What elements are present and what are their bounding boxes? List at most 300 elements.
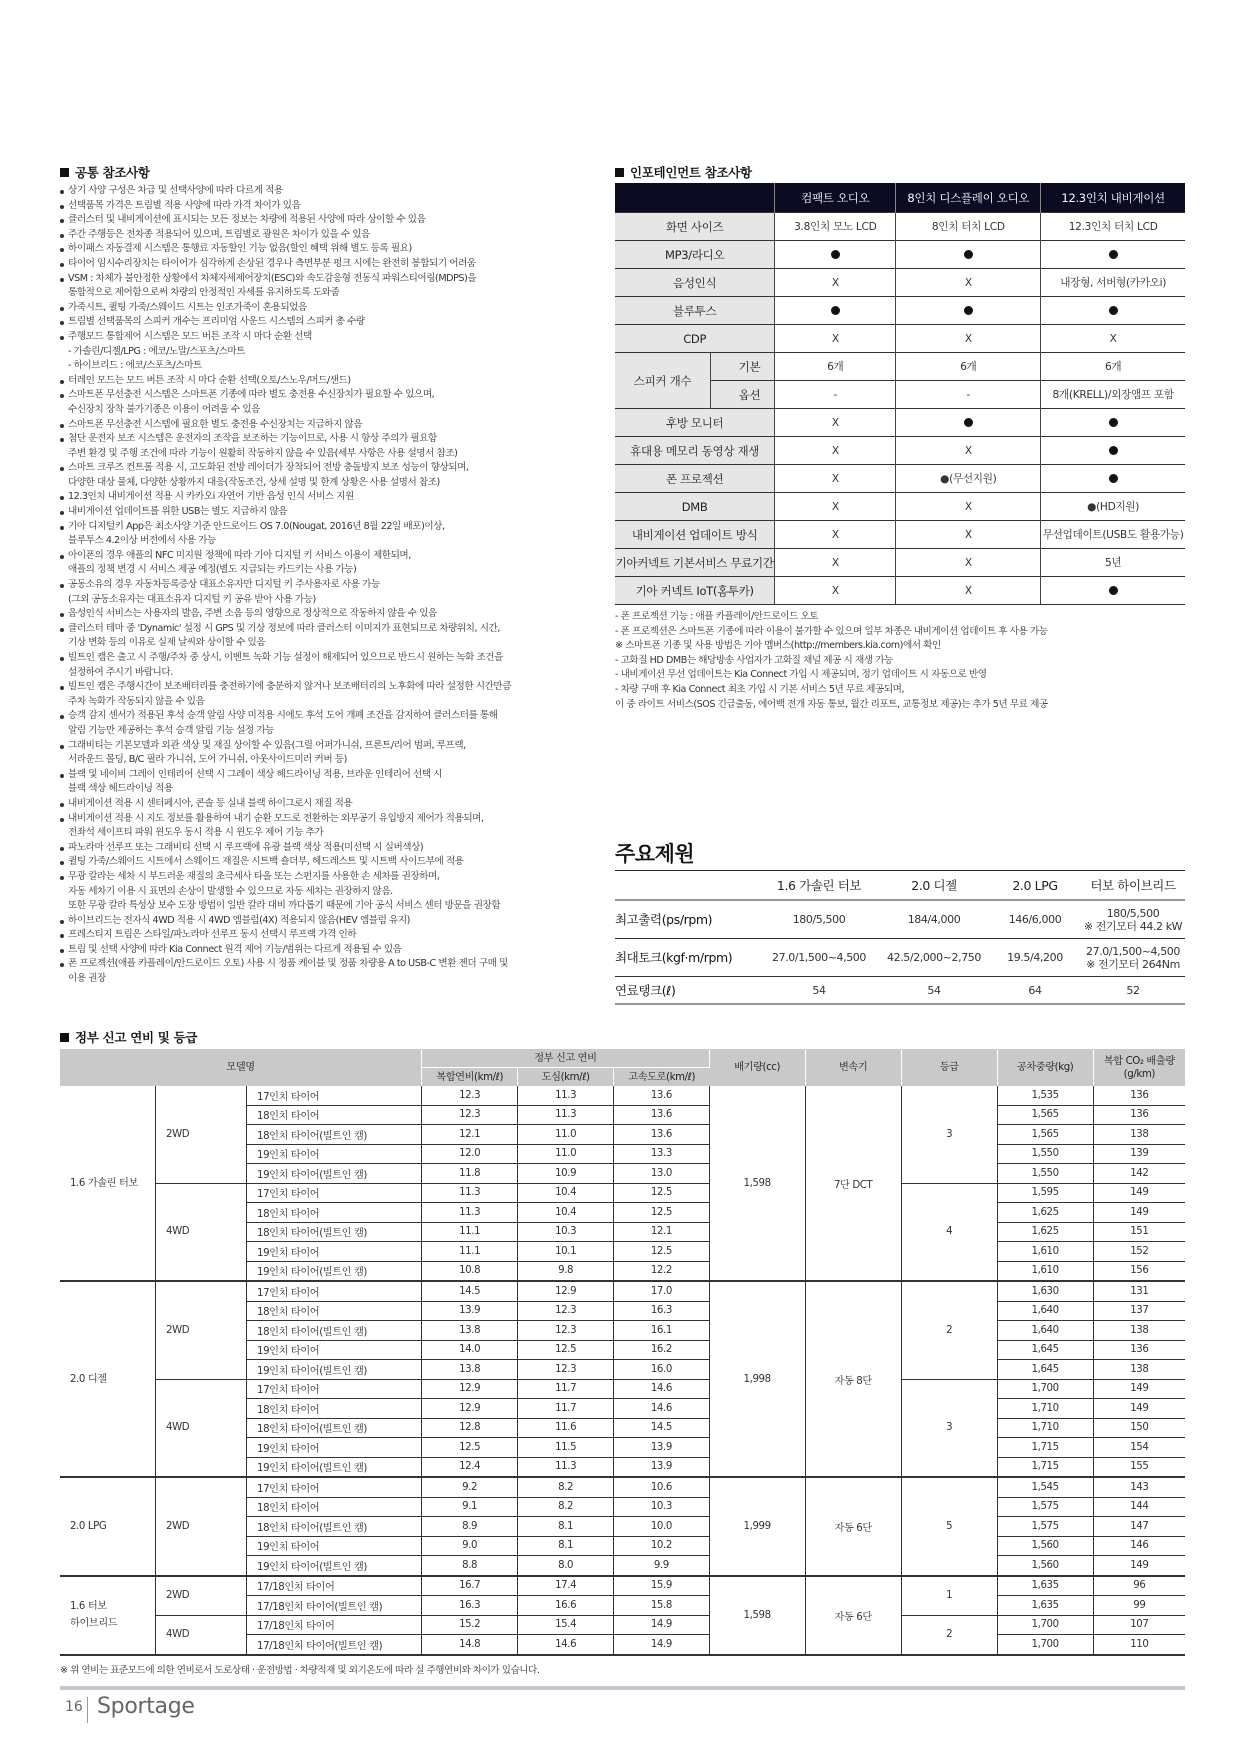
fuel-tire: 18인치 타이어 xyxy=(247,1399,422,1419)
fuel-tire: 17/18인치 타이어(빌트인 캠) xyxy=(247,1596,422,1616)
infotainment-row xyxy=(615,409,1185,437)
specs-row-label: 최대토크(kgf·m/rpm) xyxy=(615,939,759,977)
infotainment-header-row xyxy=(615,183,1185,213)
infotainment-cell: 6개 xyxy=(775,353,896,381)
infotainment-cell xyxy=(775,241,896,269)
infotainment-cell xyxy=(896,241,1041,269)
fuel-grade: 1 xyxy=(901,1576,997,1616)
infotainment-cell xyxy=(896,297,1041,325)
fuel-weight: 1,625 xyxy=(997,1203,1093,1223)
fuel-value: 10.2 xyxy=(614,1536,710,1556)
filled-circle-icon xyxy=(964,250,973,259)
fuel-co2: 149 xyxy=(1093,1203,1185,1223)
fuel-displacement: 1,998 xyxy=(709,1281,805,1477)
infotainment-cell: X xyxy=(896,577,1041,605)
fuel-co2: 96 xyxy=(1093,1576,1185,1596)
fuel-engine: 1.6 가솔린 터보 xyxy=(60,1086,156,1281)
note-item: 빌트인 캠은 출고 시 주행/주차 중 상시, 이벤트 녹화 기능 설정이 해제되어 있으므로 반드시 원하는 녹화 조건을 설정하여 주시기 바랍니다. xyxy=(60,651,605,680)
fuel-value: 11.3 xyxy=(422,1203,518,1223)
fuel-row xyxy=(60,1281,1185,1301)
infotainment-cell: 8개(KRELL)/외장앰프 포함 xyxy=(1041,381,1185,409)
fuel-value: 11.6 xyxy=(518,1418,614,1438)
fuel-header-gov: 정부 신고 연비 xyxy=(422,1049,710,1068)
fuel-grade: 2 xyxy=(901,1615,997,1655)
infotainment-row-label: DMB xyxy=(615,493,775,521)
fuel-weight: 1,635 xyxy=(997,1576,1093,1596)
specs-row-label: 최고출력(ps/rpm) xyxy=(615,900,759,939)
square-bullet-icon xyxy=(615,168,624,177)
fuel-value: 9.2 xyxy=(422,1477,518,1497)
fuel-value: 16.3 xyxy=(614,1301,710,1321)
fuel-weight: 1,550 xyxy=(997,1144,1093,1164)
fuel-header-highway: 고속도로(km/ℓ) xyxy=(614,1068,710,1087)
fuel-value: 12.9 xyxy=(422,1379,518,1399)
specs-col-header: 터보 하이브리드 xyxy=(1081,871,1185,901)
infotainment-cell xyxy=(775,297,896,325)
fuel-engine: 2.0 LPG xyxy=(60,1477,156,1576)
specs-cell: 42.5/2,000~2,750 xyxy=(879,939,989,977)
infotainment-row-label: 내비게이션 업데이트 방식 xyxy=(615,521,775,549)
fuel-value: 16.7 xyxy=(422,1576,518,1596)
footer-separator xyxy=(87,1697,88,1723)
fuel-drive: 2WD xyxy=(156,1281,247,1379)
brand-name: Sportage xyxy=(97,1694,195,1719)
note-item: 공동소유의 경우 자동차등록증상 대표소유자만 디지털 키 주사용자로 사용 가능 (그외 공동소유자는 대표소유자 디지털 키 공유 받아 사용 가능) xyxy=(60,578,605,607)
fuel-tire: 19인치 타이어 xyxy=(247,1340,422,1360)
fuel-co2: 147 xyxy=(1093,1517,1185,1537)
fuel-value: 14.6 xyxy=(518,1635,614,1655)
fuel-weight: 1,700 xyxy=(997,1635,1093,1655)
infotainment-row-sublabel: 옵션 xyxy=(711,381,775,409)
filled-circle-icon xyxy=(1109,250,1118,259)
infotainment-row-label: 기아커넥트 기본서비스 무료기간 xyxy=(615,549,775,577)
fuel-value: 11.5 xyxy=(518,1438,614,1458)
fuel-value: 12.3 xyxy=(518,1360,614,1380)
note-item: 폰 프로젝션(애플 카플레이/안드로이드 오토) 사용 시 정품 케이블 및 정품 차량용 A to USB-C 변환 젠더 구매 및 이용 권장 xyxy=(60,957,605,986)
fuel-displacement: 1,598 xyxy=(709,1576,805,1655)
fuel-co2: 110 xyxy=(1093,1635,1185,1655)
fuel-header-model: 모델명 xyxy=(60,1049,422,1086)
fuel-value: 12.9 xyxy=(422,1399,518,1419)
specs-cell: 52 xyxy=(1081,977,1185,1005)
infotainment-cell xyxy=(1041,241,1185,269)
specs-col-header: 1.6 가솔린 터보 xyxy=(759,871,879,901)
fuel-co2: 138 xyxy=(1093,1321,1185,1341)
fuel-tire: 19인치 타이어(빌트인 캠) xyxy=(247,1164,422,1184)
infotainment-row xyxy=(615,325,1185,353)
fuel-drive: 4WD xyxy=(156,1615,247,1655)
fuel-co2: 144 xyxy=(1093,1497,1185,1517)
fuel-value: 12.0 xyxy=(422,1144,518,1164)
specs-table xyxy=(615,870,1185,1005)
infotainment-row-label: MP3/라디오 xyxy=(615,241,775,269)
infotainment-note: - 폰 프로젝션은 스마트폰 기종에 따라 이용이 불가할 수 있으며 일부 차종은 내비게이션 업데이트 후 사용 가능 ※ 스마트폰 기종 및 사용 방법은 기아 멤버스(http://members.kia.com)에서 확인 xyxy=(615,625,1048,652)
infotainment-col-header: 컴팩트 오디오 xyxy=(775,183,896,213)
fuel-co2: 136 xyxy=(1093,1105,1185,1125)
infotainment-cell: X xyxy=(775,549,896,577)
fuel-grade: 5 xyxy=(901,1477,997,1576)
fuel-grade: 2 xyxy=(901,1281,997,1379)
fuel-header-row xyxy=(60,1049,1185,1068)
note-item: 하이패스 자동결제 시스템은 통행료 자동할인 기능 없음(할인 혜택 위해 별도 등록 필요) xyxy=(60,242,605,257)
fuel-value: 12.1 xyxy=(422,1125,518,1145)
fuel-value: 12.5 xyxy=(614,1183,710,1203)
footer-divider xyxy=(60,1686,1185,1690)
filled-circle-icon xyxy=(964,418,973,427)
fuel-row xyxy=(60,1477,1185,1497)
infotainment-cell: 내장형, 서버형(카카오i) xyxy=(1041,269,1185,297)
specs-cell: 64 xyxy=(989,977,1081,1005)
common-notes-list xyxy=(60,184,605,987)
infotainment-row-label: 기아 커넥트 IoT(홈투카) xyxy=(615,577,775,605)
infotainment-cell: X xyxy=(896,269,1041,297)
specs-row xyxy=(615,939,1185,977)
fuel-value: 13.9 xyxy=(422,1301,518,1321)
infotainment-cell xyxy=(1041,437,1185,465)
fuel-value: 14.0 xyxy=(422,1340,518,1360)
infotainment-corner-header xyxy=(615,183,775,213)
infotainment-row-label: 스피커 개수 xyxy=(615,353,711,409)
fuel-weight: 1,595 xyxy=(997,1183,1093,1203)
fuel-grade: 3 xyxy=(901,1086,997,1183)
infotainment-row-sublabel: 기본 xyxy=(711,353,775,381)
fuel-value: 16.6 xyxy=(518,1596,614,1616)
infotainment-cell: 12.3인치 터치 LCD xyxy=(1041,213,1185,241)
fuel-co2: 143 xyxy=(1093,1477,1185,1497)
fuel-value: 13.9 xyxy=(614,1457,710,1477)
infotainment-cell xyxy=(1041,409,1185,437)
note-item: 상기 사양 구성은 차급 및 선택사양에 따라 다르게 적용 xyxy=(60,184,605,199)
fuel-weight: 1,640 xyxy=(997,1301,1093,1321)
fuel-value: 12.5 xyxy=(518,1340,614,1360)
infotainment-cell: 3.8인치 모노 LCD xyxy=(775,213,896,241)
fuel-transmission: 7단 DCT xyxy=(805,1086,901,1281)
fuel-value: 13.3 xyxy=(614,1144,710,1164)
specs-corner-header xyxy=(615,871,759,901)
fuel-value: 12.3 xyxy=(422,1105,518,1125)
fuel-weight: 1,560 xyxy=(997,1556,1093,1576)
fuel-weight: 1,610 xyxy=(997,1261,1093,1281)
fuel-co2: 149 xyxy=(1093,1379,1185,1399)
filled-circle-icon xyxy=(1109,446,1118,455)
note-item: 내비게이션 업데이트를 위한 USB는 별도 지급하지 않음 xyxy=(60,505,605,520)
fuel-tire: 18인치 타이어(빌트인 캠) xyxy=(247,1125,422,1145)
infotainment-note: - 내비게이션 무선 업데이트는 Kia Connect 가입 시 제공되며, 정기 업데이트 시 자동으로 반영 xyxy=(615,669,987,681)
note-item: 첨단 운전자 보조 시스템은 운전자의 조작을 보조하는 기능이므로, 사용 시 항상 주의가 필요함 주변 환경 및 주행 조건에 따라 기능이 원활히 작동하지 않을 수 있음(세부 사항은 사용 설명서 참조) xyxy=(60,432,605,461)
fuel-footnote: ※ 위 연비는 표준모드에 의한 연비로서 도로상태 · 운전방법 · 차량적재 및 외기온도에 따라 실 주행연비와 차이가 있습니다. xyxy=(60,1665,540,1676)
fuel-weight: 1,700 xyxy=(997,1379,1093,1399)
fuel-value: 8.0 xyxy=(518,1556,614,1576)
infotainment-cell: X xyxy=(775,409,896,437)
fuel-value: 16.0 xyxy=(614,1360,710,1380)
infotainment-row xyxy=(615,269,1185,297)
infotainment-cell xyxy=(1041,577,1185,605)
fuel-value: 11.3 xyxy=(422,1183,518,1203)
fuel-displacement: 1,999 xyxy=(709,1477,805,1576)
fuel-tire: 19인치 타이어 xyxy=(247,1144,422,1164)
infotainment-cell: X xyxy=(896,437,1041,465)
infotainment-note: - 폰 프로젝션 기능 : 애플 카플레이/안드로이드 오토 xyxy=(615,611,819,622)
fuel-value: 10.1 xyxy=(518,1242,614,1262)
infotainment-cell: X xyxy=(775,269,896,297)
specs-col-header: 2.0 LPG xyxy=(989,871,1081,901)
fuel-weight: 1,575 xyxy=(997,1497,1093,1517)
fuel-tire: 17/18인치 타이어 xyxy=(247,1576,422,1596)
fuel-weight: 1,635 xyxy=(997,1596,1093,1616)
fuel-co2: 152 xyxy=(1093,1242,1185,1262)
note-item: 주간 주행등은 전차종 적용되어 있으며, 트림별로 광원은 차이가 있을 수 있음 xyxy=(60,228,605,243)
fuel-value: 8.9 xyxy=(422,1517,518,1537)
note-item: 트림별 선택품목의 스피커 개수는 프리미엄 사운드 시스템의 스피커 총 수량 xyxy=(60,315,605,330)
filled-circle-icon xyxy=(831,250,840,259)
infotainment-table xyxy=(615,183,1185,605)
fuel-value: 10.3 xyxy=(614,1497,710,1517)
fuel-co2: 99 xyxy=(1093,1596,1185,1616)
fuel-value: 16.2 xyxy=(614,1340,710,1360)
fuel-value: 14.5 xyxy=(422,1281,518,1301)
fuel-weight: 1,710 xyxy=(997,1399,1093,1419)
fuel-co2: 107 xyxy=(1093,1615,1185,1635)
fuel-co2: 137 xyxy=(1093,1301,1185,1321)
fuel-value: 8.2 xyxy=(518,1477,614,1497)
note-item: 스마트폰 무선충전 시스템은 스마트폰 기종에 따라 별도 충전용 수신장치가 필요할 수 있으며, 수신장치 장착 불가기종은 이용이 어려울 수 있음 xyxy=(60,388,605,417)
specs-cell: 54 xyxy=(879,977,989,1005)
fuel-co2: 131 xyxy=(1093,1281,1185,1301)
fuel-weight: 1,545 xyxy=(997,1477,1093,1497)
infotainment-cell: 6개 xyxy=(1041,353,1185,381)
infotainment-cell: ●(HD지원) xyxy=(1041,493,1185,521)
fuel-value: 12.3 xyxy=(518,1301,614,1321)
fuel-tire: 17인치 타이어 xyxy=(247,1183,422,1203)
specs-cell: 180/5,500 ※ 전기모터 44.2 kW xyxy=(1081,900,1185,939)
note-item: 무광 칼라는 세차 시 부드러운 재질의 초극세사 타올 또는 스펀지를 사용한 손 세차를 권장하며, 자동 세차기 이용 시 표면의 손상이 발생할 수 있으므로 자동 세차는 권장하지 않음. 또한 무광 칼라 특성상 보수 도장 방법이 일반 칼라 대비 까다롭기 때문에 기아 공식 서비스 센터 방문을 권장함 xyxy=(60,870,605,914)
infotainment-cell xyxy=(1041,465,1185,493)
fuel-value: 12.5 xyxy=(614,1203,710,1223)
note-item: 프레스티지 트림은 스타일/파노라마 선루프 동시 선택시 루프랙 가격 인하 xyxy=(60,928,605,943)
fuel-value: 9.1 xyxy=(422,1497,518,1517)
note-item: 트림 및 선택 사양에 따라 Kia Connect 원격 제어 기능/범위는 다르게 적용될 수 있음 xyxy=(60,943,605,958)
fuel-tire: 19인치 타이어(빌트인 캠) xyxy=(247,1556,422,1576)
fuel-value: 14.6 xyxy=(614,1379,710,1399)
fuel-header-co2: 복합 CO₂ 배출량 (g/km) xyxy=(1093,1049,1185,1086)
fuel-tire: 18인치 타이어 xyxy=(247,1203,422,1223)
infotainment-row-label: 휴대용 메모리 동영상 재생 xyxy=(615,437,775,465)
infotainment-cell: X xyxy=(896,325,1041,353)
fuel-value: 13.8 xyxy=(422,1360,518,1380)
infotainment-row xyxy=(615,213,1185,241)
infotainment-cell: X xyxy=(896,549,1041,577)
fuel-co2: 151 xyxy=(1093,1222,1185,1242)
fuel-transmission: 자동 6단 xyxy=(805,1576,901,1655)
fuel-co2: 136 xyxy=(1093,1340,1185,1360)
infotainment-cell: 8인치 터치 LCD xyxy=(896,213,1041,241)
fuel-tire: 19인치 타이어(빌트인 캠) xyxy=(247,1261,422,1281)
fuel-co2: 139 xyxy=(1093,1144,1185,1164)
infotainment-cell: X xyxy=(1041,325,1185,353)
fuel-value: 16.1 xyxy=(614,1321,710,1341)
fuel-weight: 1,700 xyxy=(997,1615,1093,1635)
fuel-transmission: 자동 6단 xyxy=(805,1477,901,1576)
specs-row xyxy=(615,900,1185,939)
fuel-drive: 2WD xyxy=(156,1576,247,1616)
fuel-row xyxy=(60,1086,1185,1105)
fuel-weight: 1,640 xyxy=(997,1321,1093,1341)
note-item: 블랙 및 네이비 그레이 인테리어 선택 시 그레이 색상 헤드라이닝 적용, 브라운 인테리어 선택 시 블랙 색상 헤드라이닝 적용 xyxy=(60,768,605,797)
fuel-co2: 154 xyxy=(1093,1438,1185,1458)
note-item: 하이브리드는 전자식 4WD 적용 시 4WD 엠블럼(4X) 적용되지 않음(HEV 엠블럼 유지) xyxy=(60,914,605,929)
fuel-value: 10.8 xyxy=(422,1261,518,1281)
fuel-value: 11.3 xyxy=(518,1086,614,1105)
fuel-value: 11.8 xyxy=(422,1164,518,1184)
fuel-engine: 1.6 터보 하이브리드 xyxy=(60,1576,156,1655)
infotainment-cell: - xyxy=(896,381,1041,409)
fuel-value: 9.8 xyxy=(518,1261,614,1281)
fuel-value: 12.1 xyxy=(614,1222,710,1242)
fuel-co2: 156 xyxy=(1093,1261,1185,1281)
fuel-value: 12.3 xyxy=(422,1086,518,1105)
infotainment-heading: 인포테인먼트 참조사항 xyxy=(615,163,752,181)
fuel-value: 8.8 xyxy=(422,1556,518,1576)
fuel-value: 13.9 xyxy=(614,1438,710,1458)
fuel-value: 14.5 xyxy=(614,1418,710,1438)
fuel-co2: 149 xyxy=(1093,1556,1185,1576)
fuel-value: 10.6 xyxy=(614,1477,710,1497)
fuel-header-combined: 복합연비(km/ℓ) xyxy=(422,1068,518,1087)
note-item: 파노라마 선루프 또는 그래비티 선택 시 루프랙에 유광 블랙 색상 적용(미선택 시 실버색상) xyxy=(60,841,605,856)
specs-cell: 180/5,500 xyxy=(759,900,879,939)
fuel-tire: 18인치 타이어 xyxy=(247,1105,422,1125)
fuel-value: 11.3 xyxy=(518,1105,614,1125)
filled-circle-icon xyxy=(831,306,840,315)
square-bullet-icon xyxy=(60,1033,69,1042)
common-notes-heading: 공통 참조사항 xyxy=(60,163,150,181)
fuel-weight: 1,715 xyxy=(997,1457,1093,1477)
fuel-tire: 17/18인치 타이어 xyxy=(247,1615,422,1635)
fuel-value: 11.1 xyxy=(422,1222,518,1242)
fuel-header-grade: 등급 xyxy=(901,1049,997,1086)
fuel-value: 10.0 xyxy=(614,1517,710,1537)
square-bullet-icon xyxy=(60,168,69,177)
fuel-tire: 18인치 타이어 xyxy=(247,1497,422,1517)
fuel-value: 8.2 xyxy=(518,1497,614,1517)
fuel-value: 9.9 xyxy=(614,1556,710,1576)
fuel-weight: 1,645 xyxy=(997,1360,1093,1380)
infotainment-cell: 6개 xyxy=(896,353,1041,381)
infotainment-row xyxy=(615,549,1185,577)
specs-cell: 54 xyxy=(759,977,879,1005)
fuel-transmission: 자동 8단 xyxy=(805,1281,901,1477)
fuel-drive: 2WD xyxy=(156,1086,247,1183)
fuel-value: 15.2 xyxy=(422,1615,518,1635)
filled-circle-icon xyxy=(1109,586,1118,595)
infotainment-row-label: CDP xyxy=(615,325,775,353)
infotainment-row-label: 블루투스 xyxy=(615,297,775,325)
fuel-value: 10.3 xyxy=(518,1222,614,1242)
note-item: 가죽시트, 퀼팅 가죽/스웨이드 시트는 인조가죽이 혼용되었음 xyxy=(60,301,605,316)
fuel-value: 11.1 xyxy=(422,1242,518,1262)
fuel-weight: 1,535 xyxy=(997,1086,1093,1105)
infotainment-row xyxy=(615,353,1185,381)
infotainment-cell: X xyxy=(896,493,1041,521)
fuel-header-transmission: 변속기 xyxy=(805,1049,901,1086)
note-item: 주행모드 통합제어 시스템은 모드 버튼 조작 시 마다 순환 선택 - 가솔린/디젤/LPG : 에코/노말/스포츠/스마트 - 하이브리드 : 에코/스포츠/스마트 xyxy=(60,330,605,374)
note-item: 스마트 크루즈 컨트롤 적용 시, 고도화된 전방 레이더가 장착되어 전방 충돌방지 보조 성능이 향상되며, 다양한 대상 물체, 다양한 상황까지 대응(작동조건, 상세 설명 및 한계 상황은 사용 설명서 참조) xyxy=(60,461,605,490)
infotainment-col-header: 12.3인치 내비게이션 xyxy=(1041,183,1185,213)
fuel-value: 12.3 xyxy=(518,1321,614,1341)
fuel-value: 10.9 xyxy=(518,1164,614,1184)
fuel-value: 14.6 xyxy=(614,1399,710,1419)
fuel-value: 16.3 xyxy=(422,1596,518,1616)
fuel-value: 12.2 xyxy=(614,1261,710,1281)
fuel-value: 13.8 xyxy=(422,1321,518,1341)
fuel-co2: 149 xyxy=(1093,1399,1185,1419)
fuel-co2: 138 xyxy=(1093,1360,1185,1380)
note-item: 퀼팅 가죽/스웨이드 시트에서 스웨이드 재질은 시트백 숄더부, 헤드레스트 및 시트백 사이드부에 적용 xyxy=(60,855,605,870)
fuel-value: 12.4 xyxy=(422,1457,518,1477)
fuel-tire: 19인치 타이어 xyxy=(247,1242,422,1262)
note-item: 기아 디지털키 App은 최소사양 기준 안드로이드 OS 7.0(Nougat, 2016년 8월 22일 배포)이상, 블루투스 4.2이상 버전에서 사용 가능 xyxy=(60,520,605,549)
fuel-co2: 146 xyxy=(1093,1536,1185,1556)
fuel-tire: 18인치 타이어(빌트인 캠) xyxy=(247,1321,422,1341)
fuel-value: 14.8 xyxy=(422,1635,518,1655)
fuel-co2: 149 xyxy=(1093,1183,1185,1203)
fuel-weight: 1,715 xyxy=(997,1438,1093,1458)
specs-cell: 146/6,000 xyxy=(989,900,1081,939)
specs-cell: 19.5/4,200 xyxy=(989,939,1081,977)
infotainment-cell: X xyxy=(775,325,896,353)
infotainment-cell: X xyxy=(896,521,1041,549)
infotainment-note: - 차량 구매 후 Kia Connect 최초 가입 시 기본 서비스 5년 무료 제공되며, 이 중 라이트 서비스(SOS 긴급출동, 에어백 전개 자동 통보, 월간 리포트, 교통정보 제공)는 추가 5년 무료 제공 xyxy=(615,683,1048,710)
fuel-drive: 4WD xyxy=(156,1379,247,1477)
infotainment-row xyxy=(615,577,1185,605)
fuel-value: 12.5 xyxy=(614,1242,710,1262)
fuel-value: 12.9 xyxy=(518,1281,614,1301)
filled-circle-icon xyxy=(1109,306,1118,315)
fuel-co2: 155 xyxy=(1093,1457,1185,1477)
note-item: 12.3인치 내비게이션 적용 시 카카오i 자연어 기반 음성 인식 서비스 지원 xyxy=(60,490,605,505)
infotainment-cell xyxy=(896,409,1041,437)
fuel-heading: 정부 신고 연비 및 등급 xyxy=(60,1028,197,1046)
fuel-drive: 4WD xyxy=(156,1183,247,1281)
specs-col-header: 2.0 디젤 xyxy=(879,871,989,901)
infotainment-cell: - xyxy=(775,381,896,409)
fuel-weight: 1,550 xyxy=(997,1164,1093,1184)
note-item: 음성인식 서비스는 사용자의 발음, 주변 소음 등의 영향으로 정상적으로 작동하지 않을 수 있음 xyxy=(60,607,605,622)
infotainment-cell: X xyxy=(775,465,896,493)
note-item: 내비게이션 적용 시 지도 정보를 활용하여 내기 순환 모드로 전환하는 외부공기 유입방지 제어가 적용되며, 전좌석 세이프티 파워 윈도우 동시 적용 시 윈도우 제어 기능 추가 xyxy=(60,812,605,841)
fuel-weight: 1,565 xyxy=(997,1105,1093,1125)
fuel-engine: 2.0 디젤 xyxy=(60,1281,156,1477)
note-item: 클러스터 및 내비게이션에 표시되는 모든 정보는 차량에 적용된 사양에 따라 상이할 수 있음 xyxy=(60,213,605,228)
fuel-header-displacement: 배기량(cc) xyxy=(709,1049,805,1086)
fuel-value: 15.4 xyxy=(518,1615,614,1635)
fuel-value: 8.1 xyxy=(518,1517,614,1537)
fuel-weight: 1,630 xyxy=(997,1281,1093,1301)
note-item: 터레인 모드는 모드 버튼 조작 시 마다 순환 선택(오토/스노우/머드/샌드) xyxy=(60,374,605,389)
note-item: 그래비티는 기본모델과 외관 색상 및 재질 상이할 수 있음(그릴 어퍼가니쉬, 프론트/리어 범퍼, 루프랙, 서라운드 몰딩, B/C 필라 가니쉬, 도어 가니쉬, 아웃사이드미러 커버 등) xyxy=(60,739,605,768)
infotainment-cell xyxy=(1041,297,1185,325)
fuel-value: 17.0 xyxy=(614,1281,710,1301)
fuel-header-weight: 공차중량(kg) xyxy=(997,1049,1093,1086)
infotainment-cell: 5년 xyxy=(1041,549,1185,577)
fuel-weight: 1,560 xyxy=(997,1536,1093,1556)
fuel-tire: 19인치 타이어 xyxy=(247,1438,422,1458)
note-item: 빌트인 캠은 주행시간이 보조배터리를 충전하기에 충분하지 않거나 보조배터리의 노후화에 따라 설정한 시간만큼 주차 녹화가 작동되지 않을 수 있음 xyxy=(60,680,605,709)
specs-row xyxy=(615,977,1185,1005)
filled-circle-icon xyxy=(964,306,973,315)
fuel-value: 13.6 xyxy=(614,1125,710,1145)
note-item: VSM : 차체가 불안정한 상황에서 차체자세제어장치(ESC)와 속도감응형 전동식 파워스티어링(MDPS)을 통합적으로 제어함으로써 차량의 안정적인 자세를 유지하도록 도와줌 xyxy=(60,272,605,301)
